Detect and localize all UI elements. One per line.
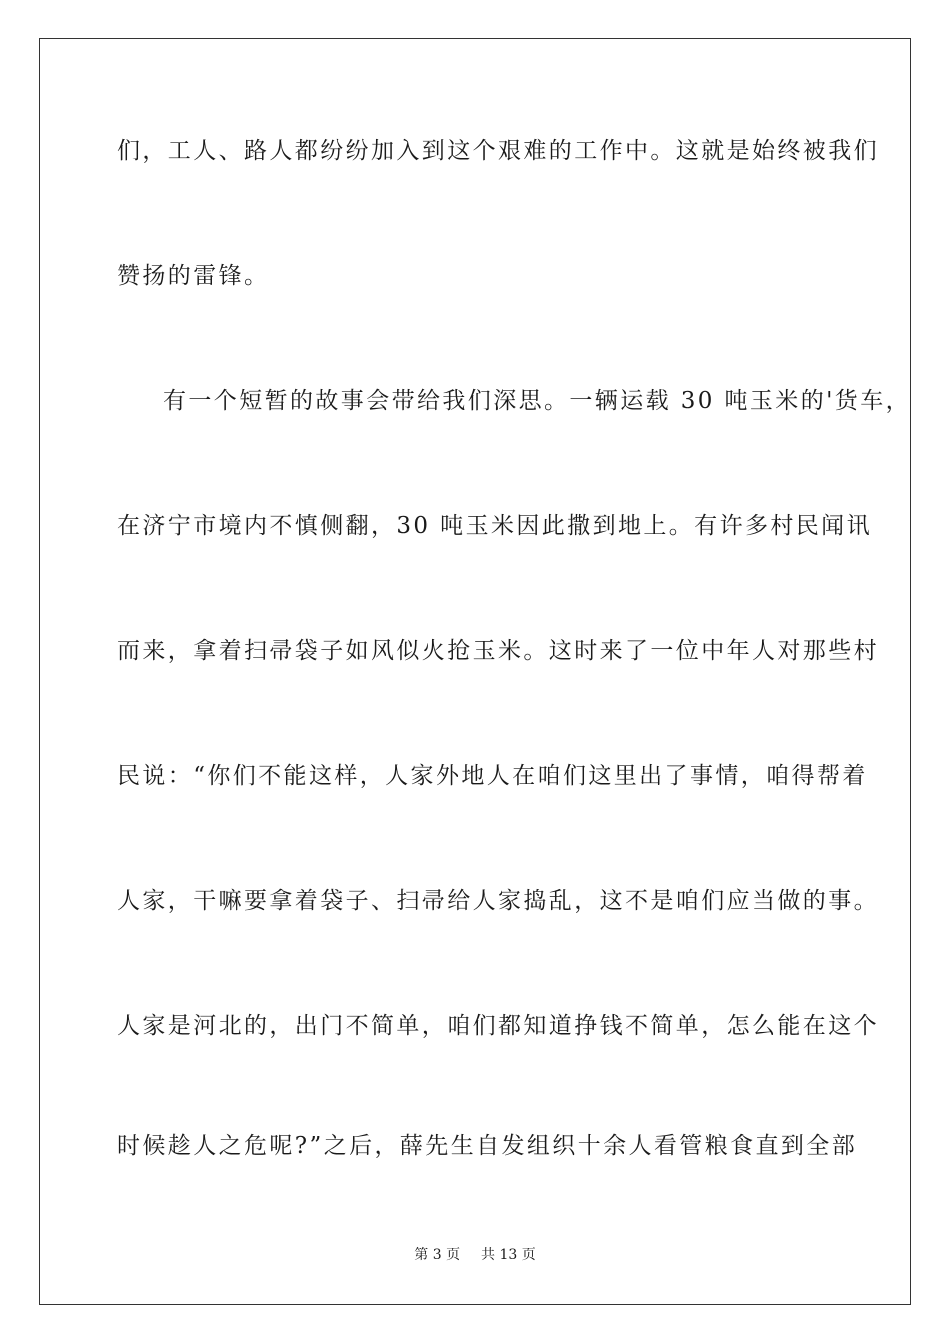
paragraph-line: 人家是河北的，出门不简单，咱们都知道挣钱不简单，怎么能在这个: [117, 1013, 879, 1039]
page-footer: [0, 1246, 950, 1264]
paragraph-line: 在济宁市境内不慎侧翻，30 吨玉米因此撒到地上。有许多村民闻讯: [117, 513, 872, 539]
paragraph-line: 而来，拿着扫帚袋子如风似火抢玉米。这时来了一位中年人对那些村: [117, 638, 879, 664]
page-number: 第 3 页: [414, 1247, 461, 1263]
page-total: 共 13 页: [481, 1247, 536, 1263]
paragraph-line: 有一个短暂的故事会带给我们深思。一辆运载 30 吨玉米的'货车，: [163, 388, 912, 414]
paragraph-line: 人家，干嘛要拿着袋子、扫帚给人家捣乱，这不是咱们应当做的事。: [117, 888, 879, 914]
paragraph-line: 时候趁人之危呢?”之后，薛先生自发组织十余人看管粮食直到全部: [117, 1133, 858, 1159]
page-border: [39, 38, 911, 1305]
paragraph-line: 民说：“你们不能这样，人家外地人在咱们这里出了事情，咱得帮着: [117, 763, 868, 789]
paragraph-line: 们，工人、路人都纷纷加入到这个艰难的工作中。这就是始终被我们: [117, 138, 879, 164]
paragraph-line: 赞扬的雷锋。: [117, 263, 270, 289]
